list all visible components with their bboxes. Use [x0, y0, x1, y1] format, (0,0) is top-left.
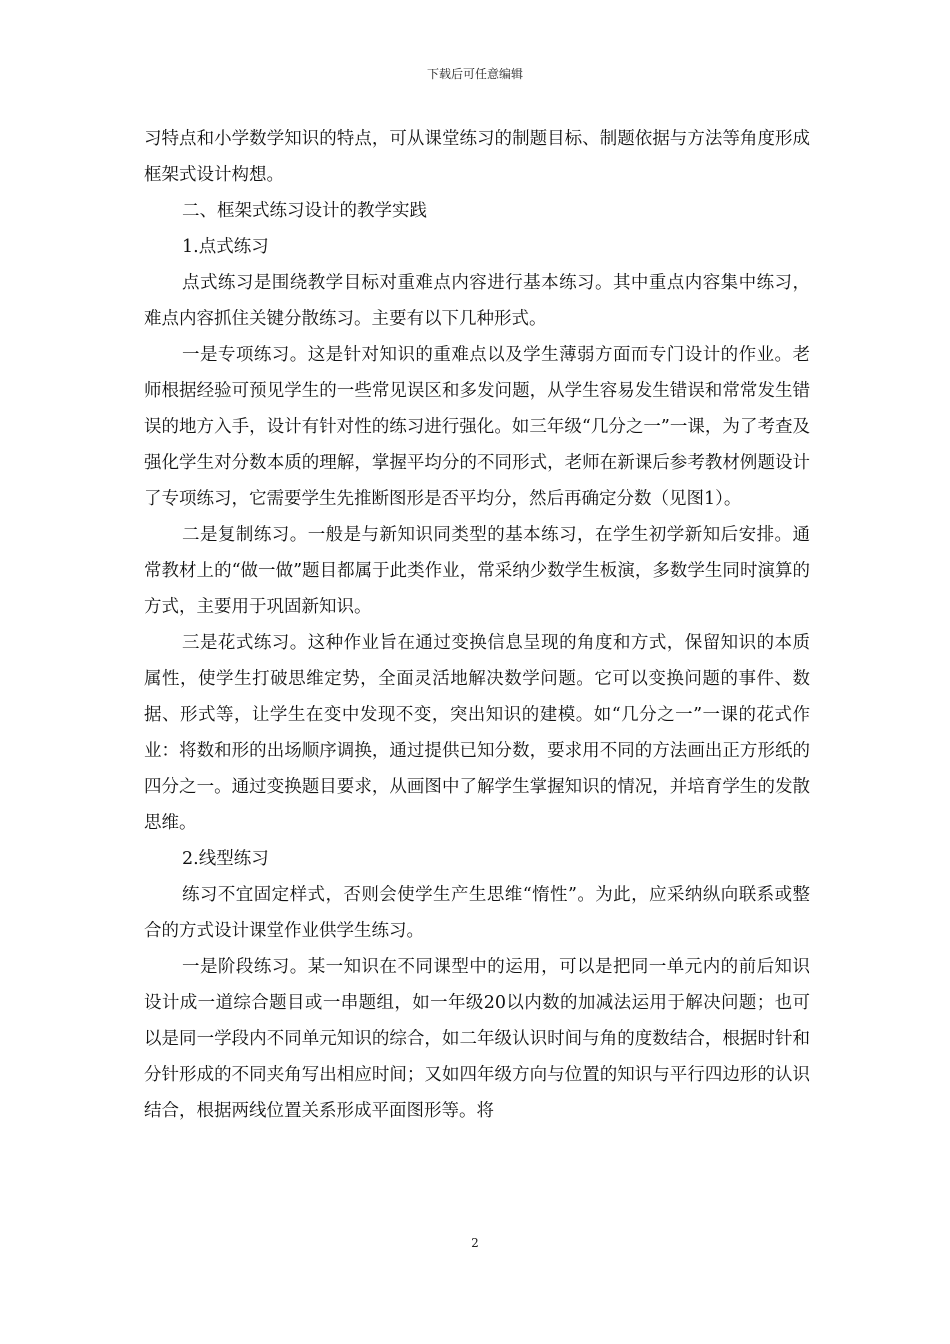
paragraph: 三是花式练习。这种作业旨在通过变换信息呈现的角度和方式，保留知识的本质属性，使学生打破思维定势，全面灵活地解决数学问题。它可以变换问题的事件、数据、形式等，让学生在变中发现不变，突出知识的建模。如“几分之一”一课的花式作业：将数和形的出场顺序调换，通过提供已知分数，要求用不同的方法画出正方形纸的四分之一。通过变换题目要求，从画图中了解学生掌握知识的情况，并培育学生的发散思维。 [144, 633, 810, 833]
paragraph: 练习不宜固定样式，否则会使学生产生思维“惰性”。为此，应采纳纵向联系或整合的方式设计课堂作业供学生练习。 [144, 885, 810, 941]
paragraph: 一是阶段练习。某一知识在不同课型中的运用，可以是把同一单元内的前后知识设计成一道综合题目或一串题组，如一年级20以内数的加减法运用于解决问题；也可以是同一学段内不同单元知识的综合，如二年级认识时间与角的度数结合，根据时针和分针形成的不同夹角写出相应时间；又如四年级方向与位置的知识与平行四边形的认识结合，根据两线位置关系形成平面图形等。将 [144, 957, 810, 1121]
paragraph: 二是复制练习。一般是与新知识同类型的基本练习，在学生初学新知后安排。通常教材上的“做一做”题目都属于此类作业，常采纳少数学生板演，多数学生同时演算的方式，主要用于巩固新知识。 [144, 525, 810, 617]
subheading-point-practice: 1.点式练习 [182, 237, 269, 257]
page-number: 2 [471, 1236, 479, 1250]
subheading-line-practice: 2.线型练习 [182, 849, 269, 869]
paragraph: 点式练习是围绕教学目标对重难点内容进行基本练习。其中重点内容集中练习，难点内容抓住关键分散练习。主要有以下几种形式。 [144, 273, 810, 329]
page-header: 下载后可任意编辑 [426, 67, 523, 81]
section-heading-2: 二、框架式练习设计的教学实践 [182, 201, 427, 221]
document-body [144, 121, 810, 1129]
paragraph: 一是专项练习。这是针对知识的重难点以及学生薄弱方面而专门设计的作业。老师根据经验可预见学生的一些常见误区和多发问题，从学生容易发生错误和常常发生错误的地方入手，设计有针对性的练习进行强化。如三年级“几分之一”一课，为了考查及强化学生对分数本质的理解，掌握平均分的不同形式，老师在新课后参考教材例题设计了专项练习，它需要学生先推断图形是否平均分，然后再确定分数（见图1）。 [144, 345, 810, 509]
paragraph-continuation: 习特点和小学数学知识的特点，可从课堂练习的制题目标、制题依据与方法等角度形成框架式设计构想。 [144, 129, 810, 185]
